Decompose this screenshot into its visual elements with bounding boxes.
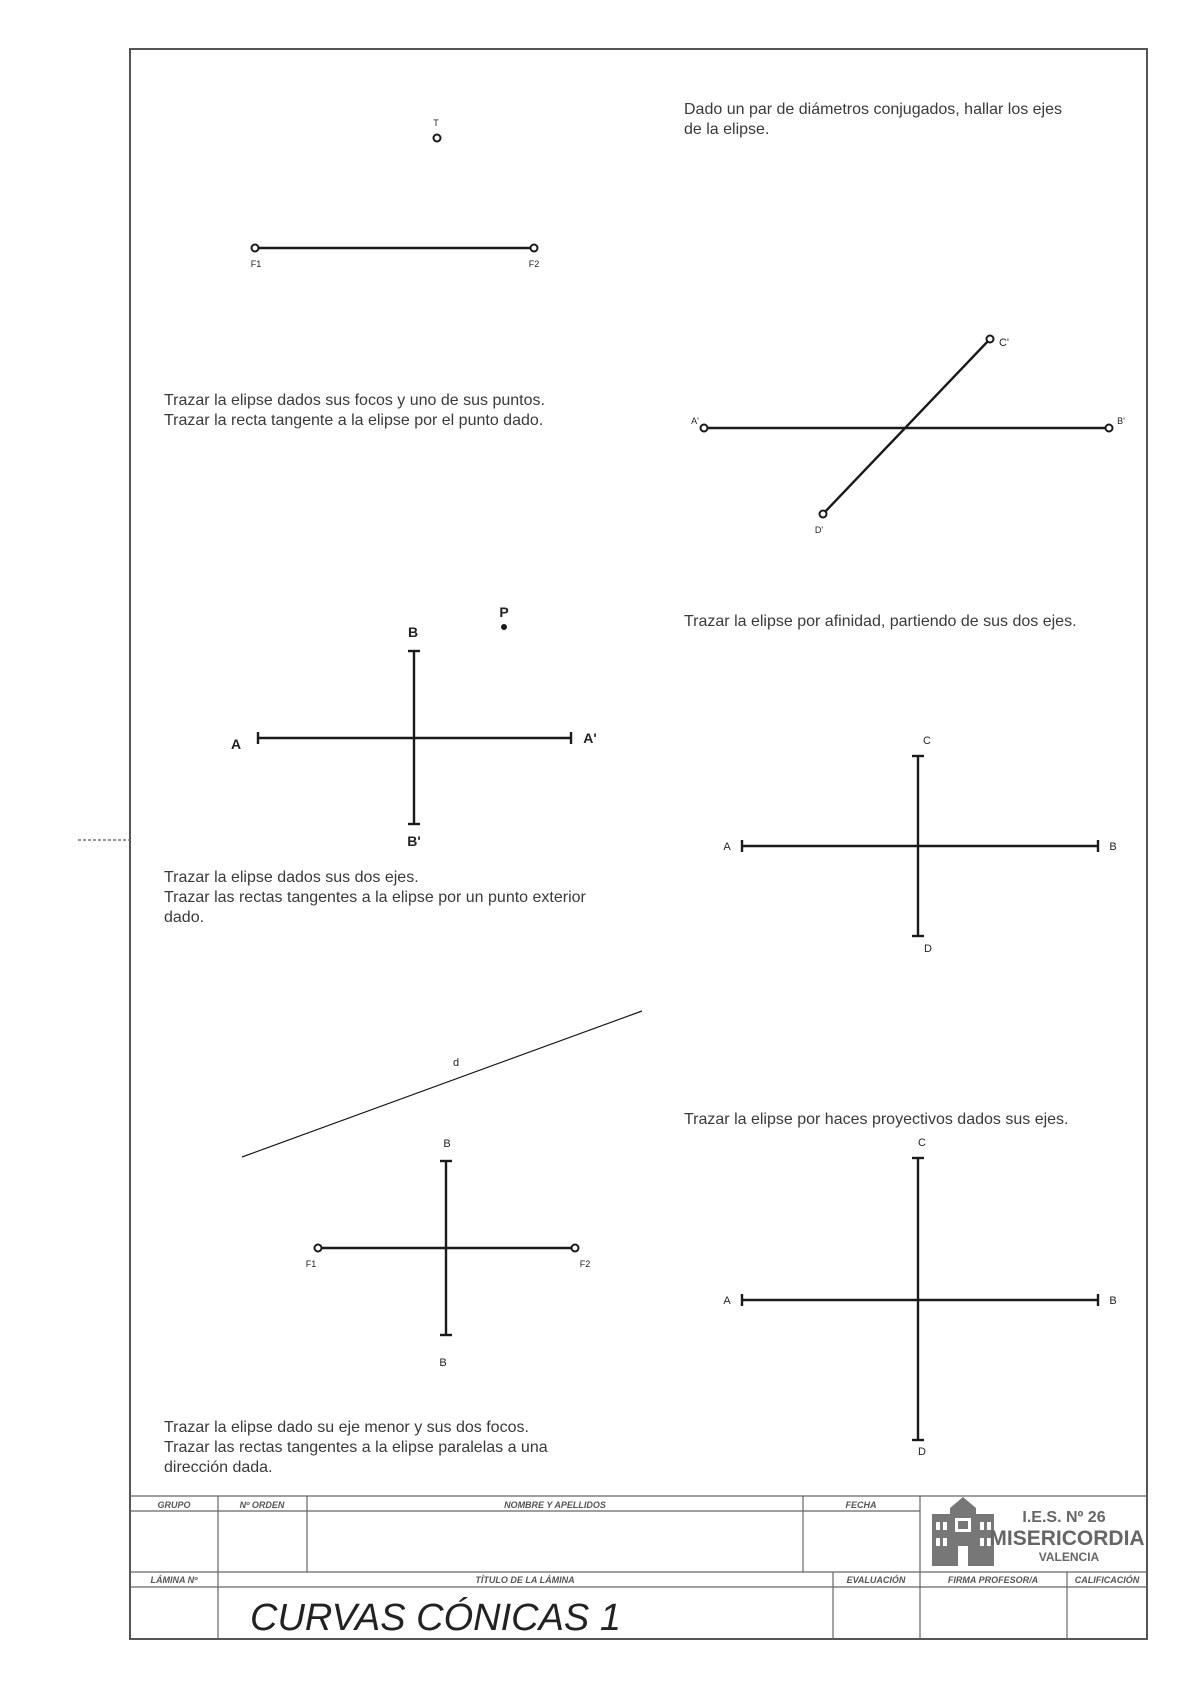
- ex2-point-c: [987, 336, 994, 343]
- ex1-focus-1: [252, 245, 259, 252]
- ex6-instruction-line-1: Trazar la elipse por haces proyectivos dados sus ejes.: [684, 1111, 1069, 1128]
- ex5-instruction-line-3: dirección dada.: [164, 1459, 273, 1476]
- ex3-label-p: P: [499, 604, 509, 620]
- ex5-direction-line: [242, 1011, 642, 1157]
- tb-grupo-label: GRUPO: [157, 1500, 191, 1510]
- ex3-label-b: B: [407, 624, 419, 640]
- ex2-point-b: [1106, 425, 1113, 432]
- ex5-focus-1: [315, 1245, 322, 1252]
- ex6-label-b: B: [1109, 1295, 1117, 1307]
- exercise-5: [164, 1011, 642, 1476]
- sheet-frame: [130, 49, 1147, 1639]
- ex3-label-b2: B': [407, 833, 421, 849]
- ex3-point-p: [501, 624, 507, 630]
- ex2-instruction-line-2: de la elipse.: [684, 121, 770, 138]
- tb-firma-label: FIRMA PROFESOR/A: [947, 1575, 1039, 1585]
- ex5-focus-2: [572, 1245, 579, 1252]
- ex3-instruction-line-1: Trazar la elipse dados sus dos ejes.: [164, 869, 419, 886]
- ex5-label-f1: F1: [305, 1259, 317, 1269]
- sheet-title: CURVAS CÓNICAS 1: [250, 1597, 621, 1639]
- ex3-instruction-line-3: dado.: [164, 909, 205, 926]
- exercise-2: [684, 101, 1125, 535]
- exercise-6: [684, 1111, 1117, 1458]
- ex2-point-a: [701, 425, 708, 432]
- ex1-label-f1: F1: [250, 259, 262, 269]
- ex1-focus-2: [531, 245, 538, 252]
- title-block: [130, 1496, 1147, 1639]
- ex4-label-a: A: [723, 841, 731, 853]
- ex2-label-d: D': [814, 525, 824, 535]
- ex5-instruction-line-1: Trazar la elipse dado su eje menor y sus dos focos.: [164, 1419, 529, 1436]
- ex1-label-f2: F2: [528, 259, 540, 269]
- tb-lamina-label: LÁMINA Nº: [150, 1575, 198, 1585]
- ex6-label-c: C: [918, 1137, 926, 1149]
- ex1-instruction-line-1: Trazar la elipse dados sus focos y uno de sus puntos.: [164, 392, 545, 409]
- ex2-instruction-line-1: Dado un par de diámetros conjugados, hallar los ejes: [684, 101, 1063, 118]
- ex2-diameter-cd: [823, 339, 990, 514]
- tb-norden-label: Nº ORDEN: [239, 1500, 285, 1510]
- ex6-label-d: D: [918, 1446, 926, 1458]
- building-icon: [932, 1497, 994, 1566]
- ex2-point-d: [820, 511, 827, 518]
- exercise-3: [164, 604, 597, 926]
- ex1-instruction-line-2: Trazar la recta tangente a la elipse por el punto dado.: [164, 412, 544, 429]
- tb-calificacion-label: CALIFICACIÓN: [1074, 1575, 1140, 1585]
- ex4-label-d: D: [924, 943, 932, 955]
- tb-evaluacion-label: EVALUACIÓN: [846, 1575, 906, 1585]
- exercise-1: [164, 118, 545, 429]
- ex3-label-a: A: [230, 736, 242, 752]
- ex3-label-a2: A': [583, 730, 597, 746]
- ex4-label-b: B: [1109, 841, 1117, 853]
- school-line-1: I.E.S. Nº 26: [1022, 1509, 1106, 1526]
- ex1-point-t: [434, 135, 441, 142]
- school-logo: [932, 1497, 1145, 1566]
- ex5-instruction-line-2: Trazar las rectas tangentes a la elipse paralelas a una: [164, 1439, 548, 1456]
- ex1-label-t: T: [433, 118, 439, 128]
- school-line-3: VALENCIA: [1038, 1550, 1100, 1564]
- ex5-label-f2: F2: [579, 1259, 591, 1269]
- ex5-label-b-top: B: [443, 1138, 451, 1150]
- ex2-label-a: A': [691, 416, 699, 426]
- ex2-label-b: B': [1117, 416, 1125, 426]
- tb-titulo-label: TÍTULO DE LA LÁMINA: [475, 1575, 575, 1585]
- ex5-label-b-bottom: B: [439, 1357, 447, 1369]
- tb-fecha-label: FECHA: [845, 1500, 877, 1510]
- ex3-instruction-line-2: Trazar las rectas tangentes a la elipse por un punto exterior: [164, 889, 586, 906]
- tb-nombre-label: NOMBRE Y APELLIDOS: [504, 1500, 606, 1510]
- ex2-label-c: C': [998, 337, 1010, 349]
- ex4-label-c: C: [923, 735, 931, 747]
- school-line-2: MISERICORDIA: [989, 1527, 1145, 1550]
- ex5-label-d: d: [452, 1057, 460, 1069]
- exercise-4: [684, 613, 1117, 955]
- ex6-label-a: A: [723, 1295, 731, 1307]
- ex4-instruction-line-1: Trazar la elipse por afinidad, partiendo de sus dos ejes.: [684, 613, 1077, 630]
